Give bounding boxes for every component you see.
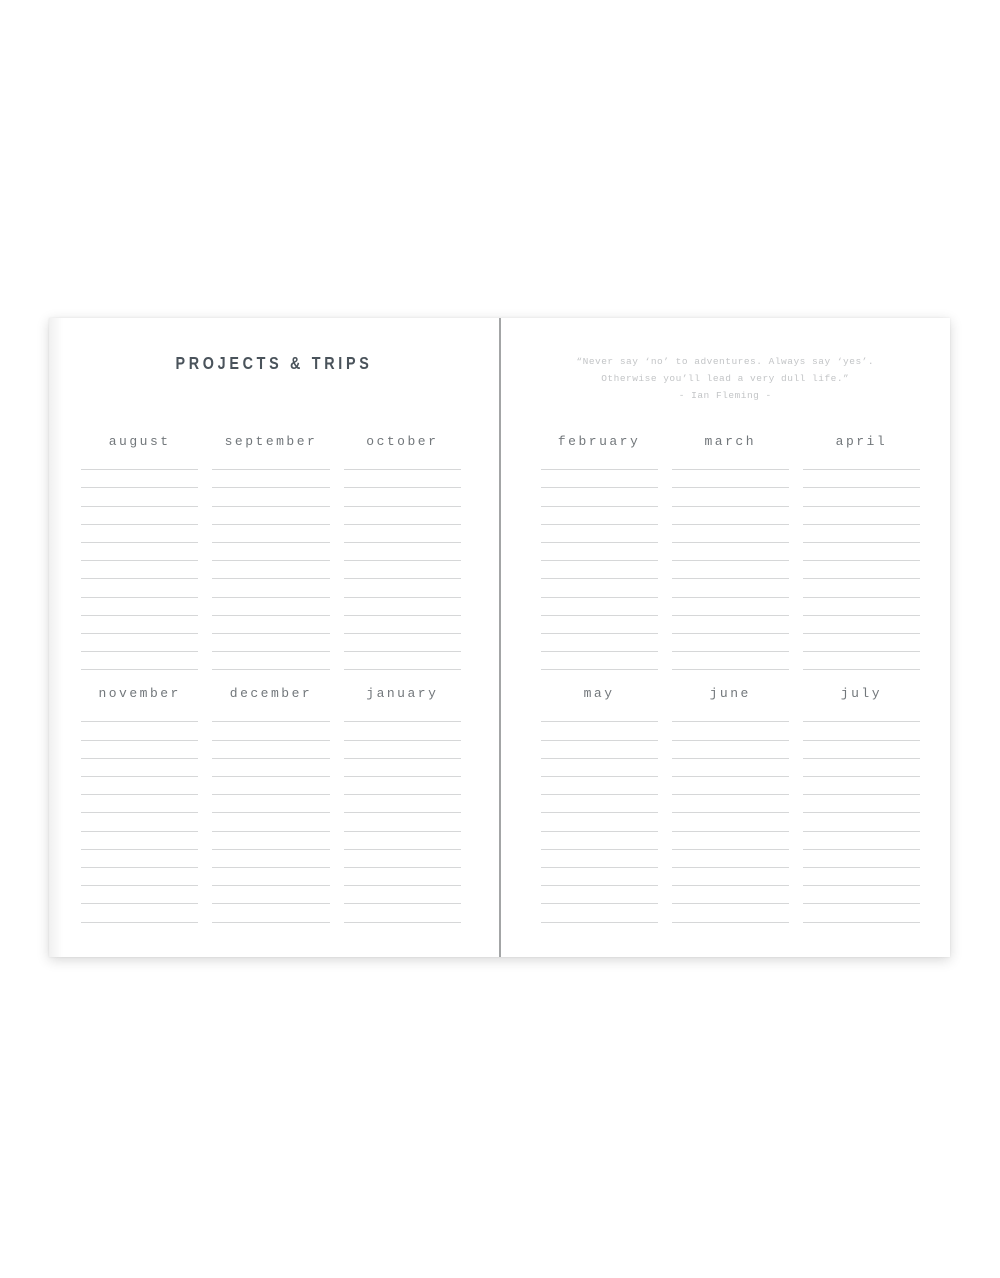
month-row	[81, 684, 461, 922]
ruled-line	[803, 598, 920, 616]
ruled-line	[541, 777, 658, 795]
ruled-line	[541, 741, 658, 759]
ruled-line	[344, 543, 461, 561]
ruled-line	[541, 795, 658, 813]
ruled-line	[81, 777, 198, 795]
ruled-line	[344, 561, 461, 579]
ruled-line	[803, 741, 920, 759]
month-column-december	[212, 684, 329, 922]
ruled-lines	[344, 452, 461, 670]
month-column-may	[541, 684, 658, 922]
ruled-line	[81, 795, 198, 813]
ruled-lines	[81, 452, 198, 670]
ruled-line	[541, 488, 658, 506]
ruled-line	[672, 525, 789, 543]
ruled-line	[212, 598, 329, 616]
page-title: PROJECTS & TRIPS	[175, 353, 373, 373]
ruled-line	[803, 904, 920, 922]
ruled-line	[212, 634, 329, 652]
ruled-line	[81, 886, 198, 904]
ruled-line	[81, 525, 198, 543]
ruled-line	[803, 579, 920, 597]
ruled-lines	[672, 704, 789, 922]
ruled-line	[803, 561, 920, 579]
month-row	[541, 432, 921, 670]
ruled-line	[212, 868, 329, 886]
ruled-line	[344, 795, 461, 813]
ruled-line	[672, 777, 789, 795]
ruled-line	[541, 452, 658, 470]
ruled-line	[541, 832, 658, 850]
ruled-lines	[212, 704, 329, 922]
month-column-october	[344, 432, 461, 670]
month-label: march	[704, 434, 756, 449]
planner-spread	[49, 318, 950, 957]
ruled-line	[672, 759, 789, 777]
ruled-line	[344, 579, 461, 597]
ruled-lines	[803, 704, 920, 922]
ruled-line	[672, 704, 789, 722]
ruled-line	[81, 543, 198, 561]
ruled-line	[212, 832, 329, 850]
ruled-line	[541, 561, 658, 579]
ruled-line	[672, 543, 789, 561]
ruled-line	[541, 579, 658, 597]
ruled-line	[803, 452, 920, 470]
ruled-line	[541, 616, 658, 634]
ruled-line	[541, 470, 658, 488]
ruled-line	[81, 616, 198, 634]
ruled-line	[212, 850, 329, 868]
ruled-lines	[541, 452, 658, 670]
ruled-line	[81, 488, 198, 506]
ruled-line	[81, 904, 198, 922]
ruled-line	[344, 904, 461, 922]
month-label: october	[366, 434, 439, 449]
ruled-line	[672, 488, 789, 506]
ruled-line	[672, 652, 789, 670]
ruled-line	[672, 722, 789, 740]
ruled-line	[344, 832, 461, 850]
ruled-line	[541, 886, 658, 904]
month-label: december	[229, 686, 313, 702]
quote-attribution: - Ian Fleming -	[678, 390, 772, 401]
ruled-line	[541, 598, 658, 616]
ruled-line	[672, 904, 789, 922]
ruled-line	[672, 579, 789, 597]
ruled-line	[81, 722, 198, 740]
ruled-line	[81, 832, 198, 850]
ruled-line	[81, 452, 198, 470]
ruled-line	[212, 616, 329, 634]
ruled-lines	[541, 704, 658, 922]
ruled-line	[212, 543, 329, 561]
ruled-line	[81, 561, 198, 579]
month-label: may	[583, 686, 615, 702]
month-row	[541, 684, 921, 922]
month-column-september	[212, 432, 329, 670]
ruled-line	[212, 741, 329, 759]
ruled-line	[541, 868, 658, 886]
ruled-line	[344, 507, 461, 525]
ruled-line	[344, 488, 461, 506]
month-column-june	[672, 684, 789, 922]
ruled-lines	[344, 704, 461, 922]
ruled-line	[81, 598, 198, 616]
ruled-line	[803, 525, 920, 543]
ruled-line	[81, 652, 198, 670]
month-column-april	[803, 432, 920, 670]
ruled-line	[212, 886, 329, 904]
ruled-line	[344, 652, 461, 670]
ruled-line	[541, 507, 658, 525]
ruled-line	[344, 886, 461, 904]
ruled-line	[541, 543, 658, 561]
ruled-line	[803, 488, 920, 506]
ruled-line	[803, 777, 920, 795]
ruled-line	[212, 904, 329, 922]
month-row	[81, 432, 461, 670]
ruled-line	[344, 598, 461, 616]
ruled-line	[344, 634, 461, 652]
quote-line: Otherwise you’ll lead a very dull life.”	[601, 373, 850, 384]
right-page	[501, 318, 951, 957]
month-label: june	[709, 686, 751, 702]
ruled-line	[212, 507, 329, 525]
quote-block	[501, 353, 951, 404]
ruled-line	[344, 813, 461, 831]
ruled-line	[672, 886, 789, 904]
ruled-line	[672, 561, 789, 579]
ruled-line	[803, 759, 920, 777]
ruled-line	[541, 525, 658, 543]
ruled-line	[672, 507, 789, 525]
ruled-line	[81, 868, 198, 886]
ruled-line	[212, 795, 329, 813]
month-column-february	[541, 432, 658, 670]
ruled-line	[81, 741, 198, 759]
ruled-line	[212, 722, 329, 740]
month-column-november	[81, 684, 198, 922]
ruled-lines	[803, 452, 920, 670]
ruled-line	[81, 507, 198, 525]
ruled-line	[803, 813, 920, 831]
ruled-lines	[212, 452, 329, 670]
ruled-line	[344, 616, 461, 634]
ruled-line	[541, 813, 658, 831]
ruled-line	[541, 850, 658, 868]
ruled-line	[803, 704, 920, 722]
ruled-line	[344, 759, 461, 777]
ruled-line	[672, 832, 789, 850]
month-label: july	[840, 686, 883, 702]
month-label: february	[557, 434, 641, 449]
ruled-line	[212, 488, 329, 506]
ruled-line	[803, 470, 920, 488]
ruled-line	[803, 616, 920, 634]
ruled-lines	[81, 704, 198, 922]
ruled-line	[212, 759, 329, 777]
ruled-line	[803, 722, 920, 740]
ruled-line	[672, 868, 789, 886]
ruled-line	[672, 616, 789, 634]
ruled-lines	[672, 452, 789, 670]
month-label: september	[224, 434, 318, 449]
month-label: january	[366, 686, 439, 702]
ruled-line	[344, 722, 461, 740]
ruled-line	[212, 579, 329, 597]
month-label: november	[98, 686, 181, 702]
ruled-line	[541, 634, 658, 652]
ruled-line	[672, 452, 789, 470]
left-months-area	[81, 432, 461, 923]
ruled-line	[212, 813, 329, 831]
ruled-line	[81, 634, 198, 652]
month-label: april	[835, 434, 888, 449]
ruled-line	[803, 652, 920, 670]
ruled-line	[541, 704, 658, 722]
ruled-line	[81, 813, 198, 831]
ruled-line	[212, 525, 329, 543]
ruled-line	[344, 704, 461, 722]
ruled-line	[672, 470, 789, 488]
ruled-line	[81, 704, 198, 722]
ruled-line	[212, 561, 329, 579]
month-column-july	[803, 684, 920, 922]
ruled-line	[81, 759, 198, 777]
ruled-line	[212, 777, 329, 795]
ruled-line	[803, 832, 920, 850]
left-page	[49, 318, 499, 957]
month-label: august	[108, 434, 171, 449]
ruled-line	[344, 470, 461, 488]
ruled-line	[672, 741, 789, 759]
ruled-line	[803, 634, 920, 652]
ruled-line	[541, 759, 658, 777]
ruled-line	[344, 452, 461, 470]
month-column-march	[672, 432, 789, 670]
ruled-line	[541, 904, 658, 922]
ruled-line	[212, 470, 329, 488]
ruled-line	[803, 868, 920, 886]
ruled-line	[672, 634, 789, 652]
right-months-area	[541, 432, 921, 923]
ruled-line	[672, 795, 789, 813]
ruled-line	[212, 704, 329, 722]
ruled-line	[803, 507, 920, 525]
ruled-line	[803, 850, 920, 868]
month-column-august	[81, 432, 198, 670]
ruled-line	[81, 850, 198, 868]
ruled-line	[344, 741, 461, 759]
ruled-line	[803, 795, 920, 813]
ruled-line	[541, 722, 658, 740]
ruled-line	[212, 452, 329, 470]
ruled-line	[803, 543, 920, 561]
ruled-line	[344, 777, 461, 795]
ruled-line	[803, 886, 920, 904]
ruled-line	[344, 850, 461, 868]
quote-line: “Never say ‘no’ to adventures. Always say ‘yes’.	[576, 356, 875, 367]
ruled-line	[672, 813, 789, 831]
ruled-line	[81, 470, 198, 488]
month-column-january	[344, 684, 461, 922]
ruled-line	[212, 652, 329, 670]
ruled-line	[541, 652, 658, 670]
ruled-line	[344, 525, 461, 543]
ruled-line	[672, 850, 789, 868]
ruled-line	[344, 868, 461, 886]
ruled-line	[81, 579, 198, 597]
ruled-line	[672, 598, 789, 616]
